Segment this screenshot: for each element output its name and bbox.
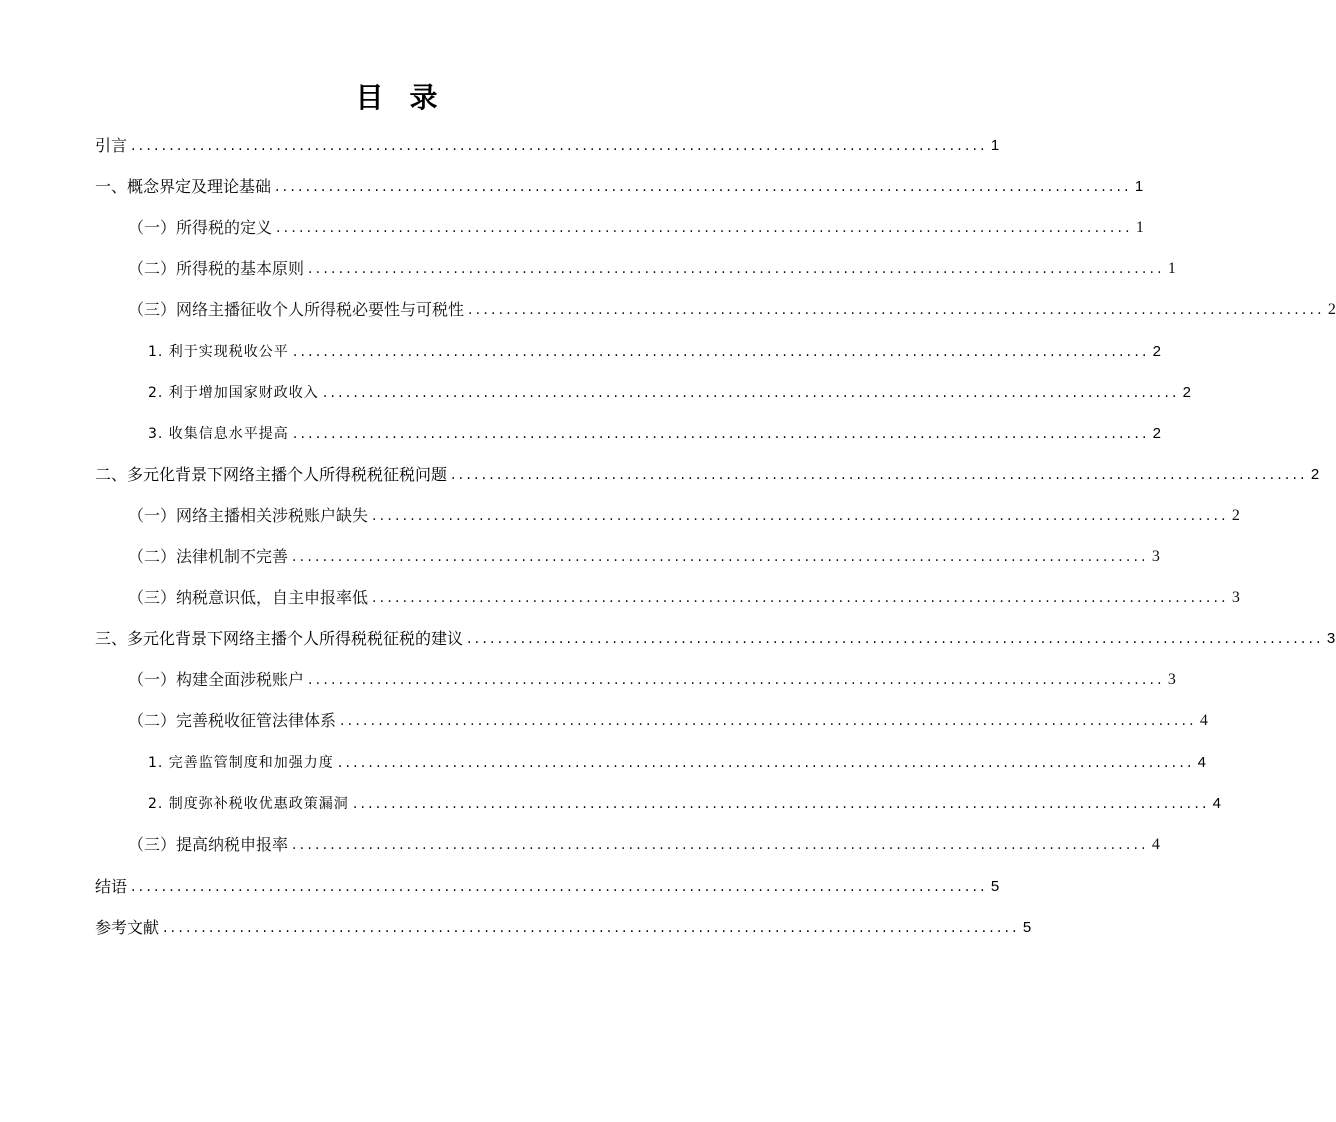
toc-page-number: 2 [1152, 343, 1161, 360]
toc-entry[interactable] [148, 791, 1221, 815]
toc-leader-dots: ................................................................................................................ [337, 755, 1195, 771]
toc-entry-title: （三）提高纳税申报率 [128, 835, 289, 854]
toc-leader-dots: ................................................................................................................ [352, 796, 1210, 812]
toc-leader-dots: ................................................................................................................ [292, 426, 1150, 442]
toc-leader-dots: ................................................................................................................ [467, 631, 1324, 647]
toc-page-number: 1 [1134, 178, 1144, 195]
toc-page-number: 4 [1212, 795, 1221, 812]
toc-leader-dots: ................................................................................................................ [131, 138, 988, 154]
toc-entry[interactable] [128, 544, 1160, 568]
toc-leader-dots: ................................................................................................................ [292, 549, 1149, 565]
toc-entry-title: 参考文献 [95, 918, 160, 937]
toc-leader-dots: ................................................................................................................ [292, 344, 1150, 360]
toc-leader-dots: ................................................................................................................ [322, 385, 1180, 401]
toc-page-number: 2 [1327, 301, 1336, 318]
toc-page-number: 3 [1151, 548, 1160, 565]
toc-entry[interactable] [128, 503, 1240, 527]
toc-page-number: 1 [1167, 260, 1176, 277]
toc-entry-title: 3. 收集信息水平提高 [148, 426, 289, 442]
toc-entry[interactable] [148, 421, 1161, 445]
toc-page-number: 4 [1151, 836, 1160, 853]
toc-entry-title: 三、多元化背景下网络主播个人所得税税征税的建议 [95, 629, 464, 648]
toc-page-number: 3 [1326, 630, 1336, 647]
toc-leader-dots: ................................................................................................................ [308, 672, 1165, 688]
toc-entry-title: 1. 完善监管制度和加强力度 [148, 755, 334, 771]
toc-page-number: 1 [990, 137, 1000, 154]
toc-entry[interactable] [128, 297, 1336, 321]
toc-entry-title: （一）所得税的定义 [128, 218, 273, 237]
toc-page-number: 4 [1197, 754, 1206, 771]
toc-page-number: 2 [1182, 384, 1191, 401]
toc-leader-dots: ................................................................................................................ [131, 879, 988, 895]
toc-page-number: 2 [1310, 466, 1320, 483]
toc-entry-title: （三）网络主播征收个人所得税必要性与可税性 [128, 300, 465, 319]
toc-page-number: 3 [1231, 589, 1240, 606]
toc-page-number: 1 [1135, 219, 1144, 236]
toc-page-number: 2 [1152, 425, 1161, 442]
toc-leader-dots: ................................................................................................................ [276, 220, 1133, 236]
toc-leader-dots: ................................................................................................................ [340, 713, 1197, 729]
toc-entry[interactable] [128, 585, 1240, 609]
toc-entry[interactable] [148, 339, 1161, 363]
toc-leader-dots: ................................................................................................................ [451, 467, 1308, 483]
toc-entry-title: 结语 [95, 877, 128, 896]
toc-entry[interactable] [95, 174, 1144, 198]
toc-entry-title: 2. 利于增加国家财政收入 [148, 385, 319, 401]
toc-leader-dots: ................................................................................................................ [308, 261, 1165, 277]
toc-entry[interactable] [128, 708, 1208, 732]
toc-entry-title: （一）构建全面涉税账户 [128, 670, 305, 689]
toc-entry[interactable] [95, 915, 1032, 939]
toc-entry[interactable] [128, 667, 1176, 691]
toc-entry[interactable] [128, 832, 1160, 856]
page-title: 目录 [355, 81, 464, 114]
toc-entry[interactable] [148, 750, 1206, 774]
toc-entry-title: 引言 [95, 136, 128, 155]
toc-entry[interactable] [95, 626, 1336, 650]
toc-entry-title: （三）纳税意识低，自主申报率低 [128, 588, 369, 607]
toc-entry-title: 1. 利于实现税收公平 [148, 344, 289, 360]
toc-entry[interactable] [95, 874, 1000, 898]
toc-leader-dots: ................................................................................................................ [468, 302, 1325, 318]
toc-entry[interactable] [148, 380, 1191, 404]
toc-leader-dots: ................................................................................................................ [163, 920, 1020, 936]
toc-entry[interactable] [128, 256, 1176, 280]
toc-entry-title: 一、概念界定及理论基础 [95, 177, 272, 196]
toc-entry-title: （二）所得税的基本原则 [128, 259, 305, 278]
toc-page-number: 3 [1167, 671, 1176, 688]
toc-page-number: 5 [1022, 919, 1032, 936]
toc-entry-title: （二）完善税收征管法律体系 [128, 711, 337, 730]
toc-entry[interactable] [95, 133, 1000, 157]
toc-entry-title: 二、多元化背景下网络主播个人所得税税征税问题 [95, 465, 448, 484]
toc-entry-title: （一）网络主播相关涉税账户缺失 [128, 506, 369, 525]
toc-leader-dots: ................................................................................................................ [275, 179, 1132, 195]
toc-entry-title: 2. 制度弥补税收优惠政策漏洞 [148, 796, 349, 812]
toc-page-number: 2 [1231, 507, 1240, 524]
toc-entry[interactable] [128, 215, 1144, 239]
toc-entry[interactable] [95, 462, 1320, 486]
toc-leader-dots: ................................................................................................................ [372, 508, 1229, 524]
toc-page-number: 4 [1199, 712, 1208, 729]
toc-entry-title: （二）法律机制不完善 [128, 547, 289, 566]
toc-leader-dots: ................................................................................................................ [292, 837, 1149, 853]
toc-page-number: 5 [990, 878, 1000, 895]
toc-leader-dots: ................................................................................................................ [372, 590, 1229, 606]
